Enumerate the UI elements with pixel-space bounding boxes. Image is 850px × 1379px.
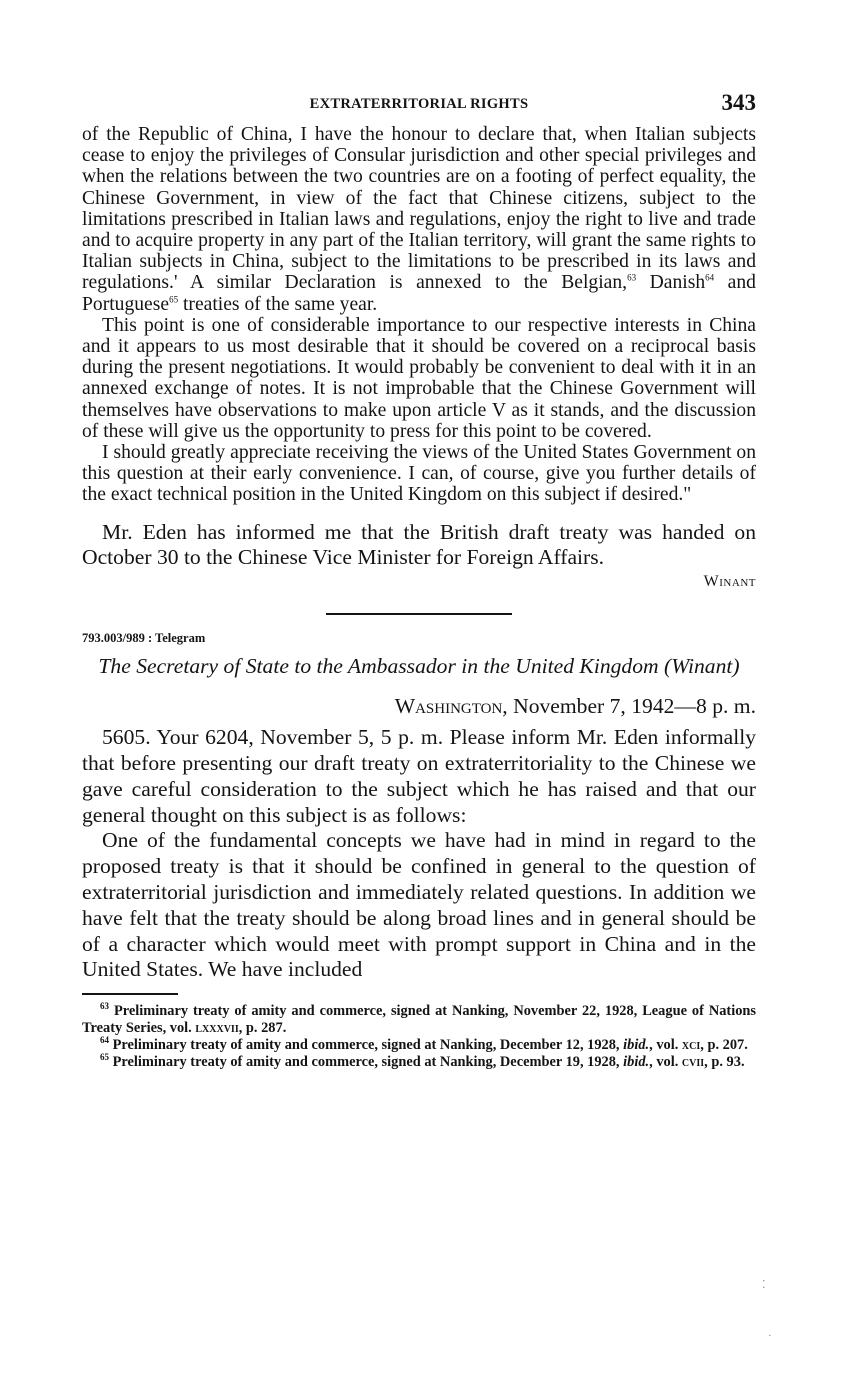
footnote-number: 65	[100, 1051, 109, 1062]
para1-text-a: of the Republic of China, I have the honour to declare that, when Italian subjects cease to enjoy the privileges of Consular jurisdiction and other special privileges and when the relations between the two countries are on a footing of perfect equality, the Chinese Government, in view of the fact that Chinese citizens, subject to the limitations prescribed in Italian laws and regulations, enjoy the right to live and trade and to acquire property in any part of the Italian territory, will grant the same rights to Italian subjects in China, subject to the limitations to be prescribed in its laws and regulations.' A similar Declaration is annexed to the Belgian,	[82, 124, 756, 294]
footnote-ibid: ibid.	[623, 1036, 650, 1053]
footnote-63	[82, 1003, 756, 1037]
quoted-paragraph-2: This point is one of considerable importance to our respective interests in China and it appears to us most desirable that it should be covered on a reciprocal basis during the present negotiations. It would probably be convenient to deal with it in an annexed exchange of notes. It is not improbable that the Chinese Government will themselves have observations to make upon article V as it stands, and the discussion of these will give us the opportunity to press for this point to be covered.	[82, 314, 756, 442]
signature: Winant	[703, 573, 756, 591]
footnote-ibid: ibid.	[623, 1053, 650, 1070]
footnote-volume: cvii	[681, 1053, 705, 1070]
footnote-text: , p. 207.	[700, 1036, 748, 1053]
quoted-paragraph-1	[82, 124, 756, 315]
footnote-number: 64	[100, 1035, 109, 1046]
telegram-paragraph-2: One of the fundamental concepts we have had in mind in regard to the proposed treaty is that it should be confined in general to the question of extraterritorial jurisdiction and immediately related questions. In addition we have felt that the treaty should be along broad lines and in general should be of a character which would meet with prompt support in China and in the United States. We have included	[82, 828, 756, 982]
dateline	[82, 693, 756, 719]
page	[82, 90, 756, 1070]
footnote-ref-65: 65	[169, 294, 179, 305]
para1-text-d: treaties of the same year.	[178, 293, 378, 315]
para1-text-c: and Portuguese	[82, 272, 756, 315]
footnote-text: Preliminary treaty of amity and commerce, signed at Nanking, December 12, 1928,	[112, 1036, 624, 1053]
quoted-paragraph-3: I should greatly appreciate receiving the views of the United States Government on this question at their early convenience. I can, of course, give you further details of the exact technical position in the United Kingdom on this subject if desired."	[82, 442, 756, 506]
footnote-divider	[82, 993, 178, 995]
dateline-place: Washington	[394, 694, 503, 719]
telegram-paragraph-1: 5605. Your 6204, November 5, 5 p. m. Please inform Mr. Eden informally that before presenting our draft treaty on extraterritoriality to the Chinese we gave careful consideration to the subject which he has raised and that our general thought on this subject is as follows:	[82, 725, 756, 827]
footnote-text: , p. 93.	[704, 1053, 745, 1070]
footnote-text: , p. 287.	[238, 1020, 287, 1037]
running-title: EXTRATERRITORIAL RIGHTS	[309, 96, 529, 112]
footnote-text: , vol.	[649, 1036, 682, 1053]
footnote-65	[82, 1051, 756, 1071]
section-divider	[326, 613, 512, 615]
footnote-volume: xci	[681, 1036, 701, 1053]
footnote-text: , vol.	[649, 1053, 682, 1070]
scan-speck: ⁚	[762, 1279, 766, 1291]
footnote-ref-63: 63	[627, 272, 637, 283]
document-title: The Secretary of State to the Ambassador in the United Kingdom (Winant)	[98, 654, 740, 679]
file-reference: 793.003/989 : Telegram	[82, 631, 206, 646]
para1-text-b: Danish	[636, 272, 706, 294]
footnote-text: Preliminary treaty of amity and commerce, signed at Nanking, December 19, 1928,	[112, 1053, 624, 1070]
footnote-ref-64: 64	[705, 272, 715, 283]
footnote-volume: lxxxvii	[195, 1020, 239, 1037]
scan-speck: ·	[768, 1330, 772, 1342]
footnote-64	[82, 1037, 756, 1054]
page-header	[82, 90, 756, 124]
footnotes	[82, 1003, 756, 1070]
footnote-number: 63	[100, 1001, 109, 1012]
footnote-text: Preliminary treaty of amity and commerce, signed at Nanking, November 22, 1928, League of Nations Treaty Series, vol.	[82, 1003, 757, 1037]
dateline-date: , November 7, 1942—8 p. m.	[502, 694, 756, 719]
body-paragraph-eden: Mr. Eden has informed me that the British draft treaty was handed on October 30 to the Chinese Vice Minister for Foreign Affairs.	[82, 519, 756, 570]
page-number: 343	[721, 90, 756, 115]
